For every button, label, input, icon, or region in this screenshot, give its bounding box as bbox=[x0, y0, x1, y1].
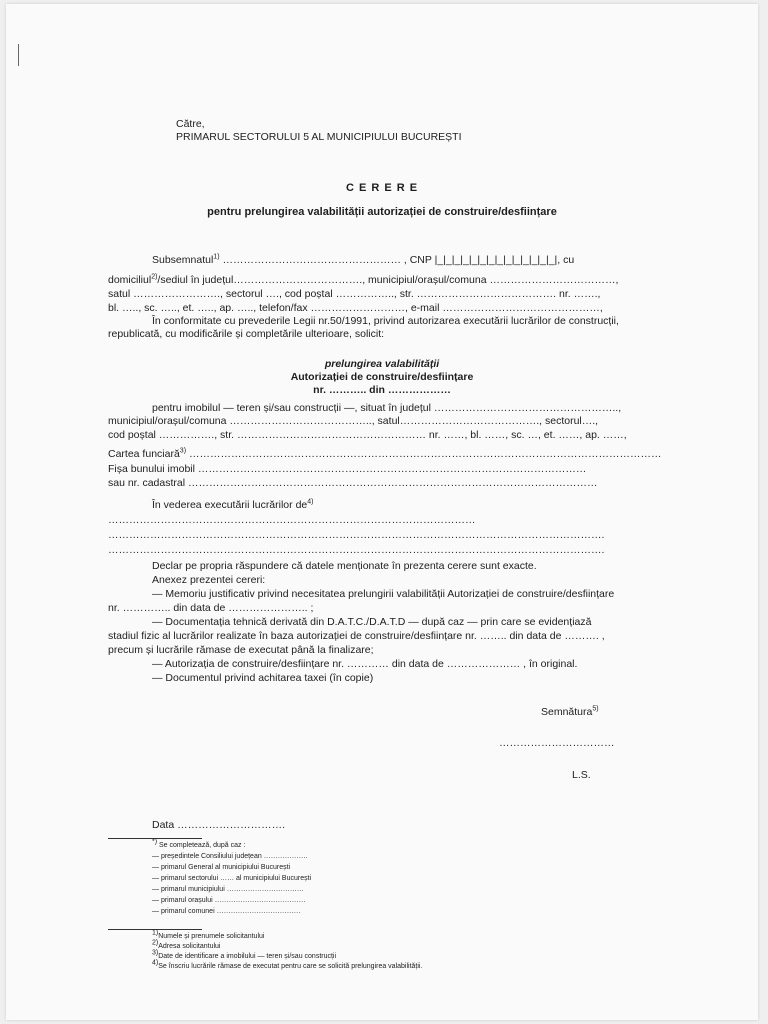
annex-item-technical-docs: — Documentația tehnică derivată din D.A.T.C./D.A.T.D — după caz — prin care se evidențiază bbox=[152, 616, 592, 628]
applicant-label: Subsemnatul bbox=[152, 254, 214, 266]
seal-placeholder: L.S. bbox=[572, 769, 591, 781]
footnote-note-3: $^{3)}$Date de identificare a imobilului — teren și/sau construcții bbox=[152, 949, 337, 960]
law-reference-line: În conformitate cu prevederile Legii nr.50/1991, privind autorizarea executării lucrărilor de construcții, bbox=[152, 315, 619, 327]
footnote-1-item: — primarul General al municipiului București bbox=[152, 864, 291, 871]
footnote-1-item: — primarul municipiului …………………………… bbox=[152, 886, 304, 893]
document-title: C E R E R E bbox=[345, 182, 419, 194]
signature-line bbox=[541, 706, 599, 719]
property-line-2: municipiul/orașul/comuna ………………………………….., satul…………………………………., sectorul…., bbox=[108, 415, 599, 427]
works-field-2: ……………………………………………………………………………………………………………………………. bbox=[108, 529, 605, 541]
annex-item-technical-docs-3: precum și lucrările rămase de executat până la finalizare; bbox=[108, 644, 374, 656]
declaration-line: Declar pe propria răspundere că datele menționate în prezenta cerere sunt exacte. bbox=[152, 560, 537, 572]
land-registry-label: Cartea funciară bbox=[108, 448, 180, 460]
signature-label: Semnătura bbox=[541, 706, 593, 718]
recipient-line: PRIMARUL SECTORULUI 5 AL MUNICIPIULUI BUCUREȘTI bbox=[176, 131, 462, 143]
signature-field: …………………………… bbox=[499, 737, 615, 749]
scan-mark bbox=[18, 44, 19, 66]
addressee-line: Către, bbox=[176, 118, 205, 130]
applicant-line-4: bl. ….., sc. ….., et. ….., ap. ….., telefon/fax ………………………, e-mail ………………………………………, bbox=[108, 302, 603, 314]
law-reference-line-2: republicată, cu modificările și completările ulterioare, solicit: bbox=[108, 328, 385, 340]
applicant-line-1 bbox=[152, 254, 574, 267]
date-line: Data …………………………. bbox=[152, 819, 286, 831]
cadastral-line: sau nr. cadastral ……………………………………………………………………………………………………… bbox=[108, 477, 598, 489]
works-line bbox=[152, 499, 313, 512]
footnote-note-4: $^{4)}$Se înscriu lucrările rămase de executat pentru care se solicită prelungirea valabilității. bbox=[152, 959, 423, 970]
applicant-line-3: satul ……………………., sectorul …., cod poștal …………….., str. …………………………………. nr. ……., bbox=[108, 288, 601, 300]
footnote-1-item: — primarul sectorului …… al municipiului București bbox=[152, 875, 312, 882]
footnote-1-item: — președintele Consiliului județean ………………. bbox=[152, 853, 308, 860]
footnote-note-1-text: Numele și prenumele solicitantului bbox=[158, 933, 265, 940]
domicile-label: domiciliul bbox=[108, 274, 152, 286]
footnote-note-1: $^{1)}$Numele și prenumele solicitantului bbox=[152, 929, 265, 940]
land-registry-field: ……………………………………………………………………………………………………………………… bbox=[186, 448, 662, 460]
footnote-note-3-text: Date de identificare a imobilului — teren și/sau construcții bbox=[158, 953, 337, 960]
applicant-cnp-field: …………………………………………… , CNP |_|_|_|_|_|_|_|_|_|_|_|_|_|_|, cu bbox=[219, 254, 575, 266]
footnote-1-text: Se completează, după caz : bbox=[159, 842, 246, 849]
works-field-3: ……………………………………………………………………………………………………………………………. bbox=[108, 544, 605, 556]
annex-item-fee-document: — Documentul privind achitarea taxei (în copie) bbox=[152, 672, 374, 684]
footnote-1-item: — primarul orașului ………………………………… bbox=[152, 897, 306, 904]
document-page bbox=[6, 4, 758, 1020]
footnote-note-2-text: Adresa solicitantului bbox=[158, 943, 221, 950]
footnote-ref-1: 1) bbox=[213, 253, 220, 261]
property-line-3: cod poștal ……………., str. ……………………………………………… nr. ……, bl. ……, sc. …, et. ……, ap. ……, bbox=[108, 429, 627, 441]
property-line-1: pentru imobilul — teren și/sau construcții —, situat în județul …………………………………………….., bbox=[152, 402, 622, 414]
request-number: nr. ……….. din ……………… bbox=[313, 384, 451, 396]
applicant-line-2 bbox=[108, 274, 618, 287]
document-subtitle: pentru prelungirea valabilității autorizației de construire/desființare bbox=[207, 206, 557, 218]
domicile-field: /sediul în județul………………………………., municipiul/orașul/comuna ………………………………, bbox=[157, 274, 619, 286]
footnote-ref-5: 5) bbox=[592, 705, 599, 713]
footnote-1-item: — primarul comunei ……………………………… bbox=[152, 908, 301, 915]
annex-item-memorandum-number: nr. ………….. din data de ………………….. ; bbox=[108, 602, 314, 614]
footnote-ref-4: 4) bbox=[307, 498, 314, 506]
footnote-ref-2: 2) bbox=[151, 273, 158, 281]
footnote-ref-3: 3) bbox=[179, 447, 187, 455]
footnote-1: *) Se completează, după caz : bbox=[152, 838, 246, 849]
land-registry-line bbox=[108, 448, 661, 461]
annex-item-technical-docs-2: stadiul fizic al lucrărilor realizate în baza autorizației de construire/desființare nr. …….. din data de ………. , bbox=[108, 630, 605, 642]
annex-item-memorandum: — Memoriu justificativ privind necesitatea prelungirii valabilității Autorizației de construire/desființare bbox=[152, 588, 615, 600]
works-label: În vederea executării lucrărilor de bbox=[152, 499, 308, 511]
annex-intro: Anexez prezentei cereri: bbox=[152, 574, 266, 586]
footnote-note-2: $^{2)}$Adresa solicitantului bbox=[152, 939, 221, 950]
request-authorization: Autorizației de construire/desființare bbox=[290, 371, 474, 383]
footnote-note-4-text: Se înscriu lucrările rămase de executat pentru care se solicită prelungirea valabilității. bbox=[158, 963, 423, 970]
request-heading: prelungirea valabilității bbox=[324, 358, 440, 370]
works-field-1: …………………………………………………………………………………………… bbox=[108, 514, 476, 526]
annex-item-authorization: — Autorizația de construire/desființare nr. ………… din data de ………………… , în original. bbox=[152, 658, 578, 670]
property-sheet-line: Fișa bunului imobil ………………………………………………………………………………………………… bbox=[108, 463, 587, 475]
